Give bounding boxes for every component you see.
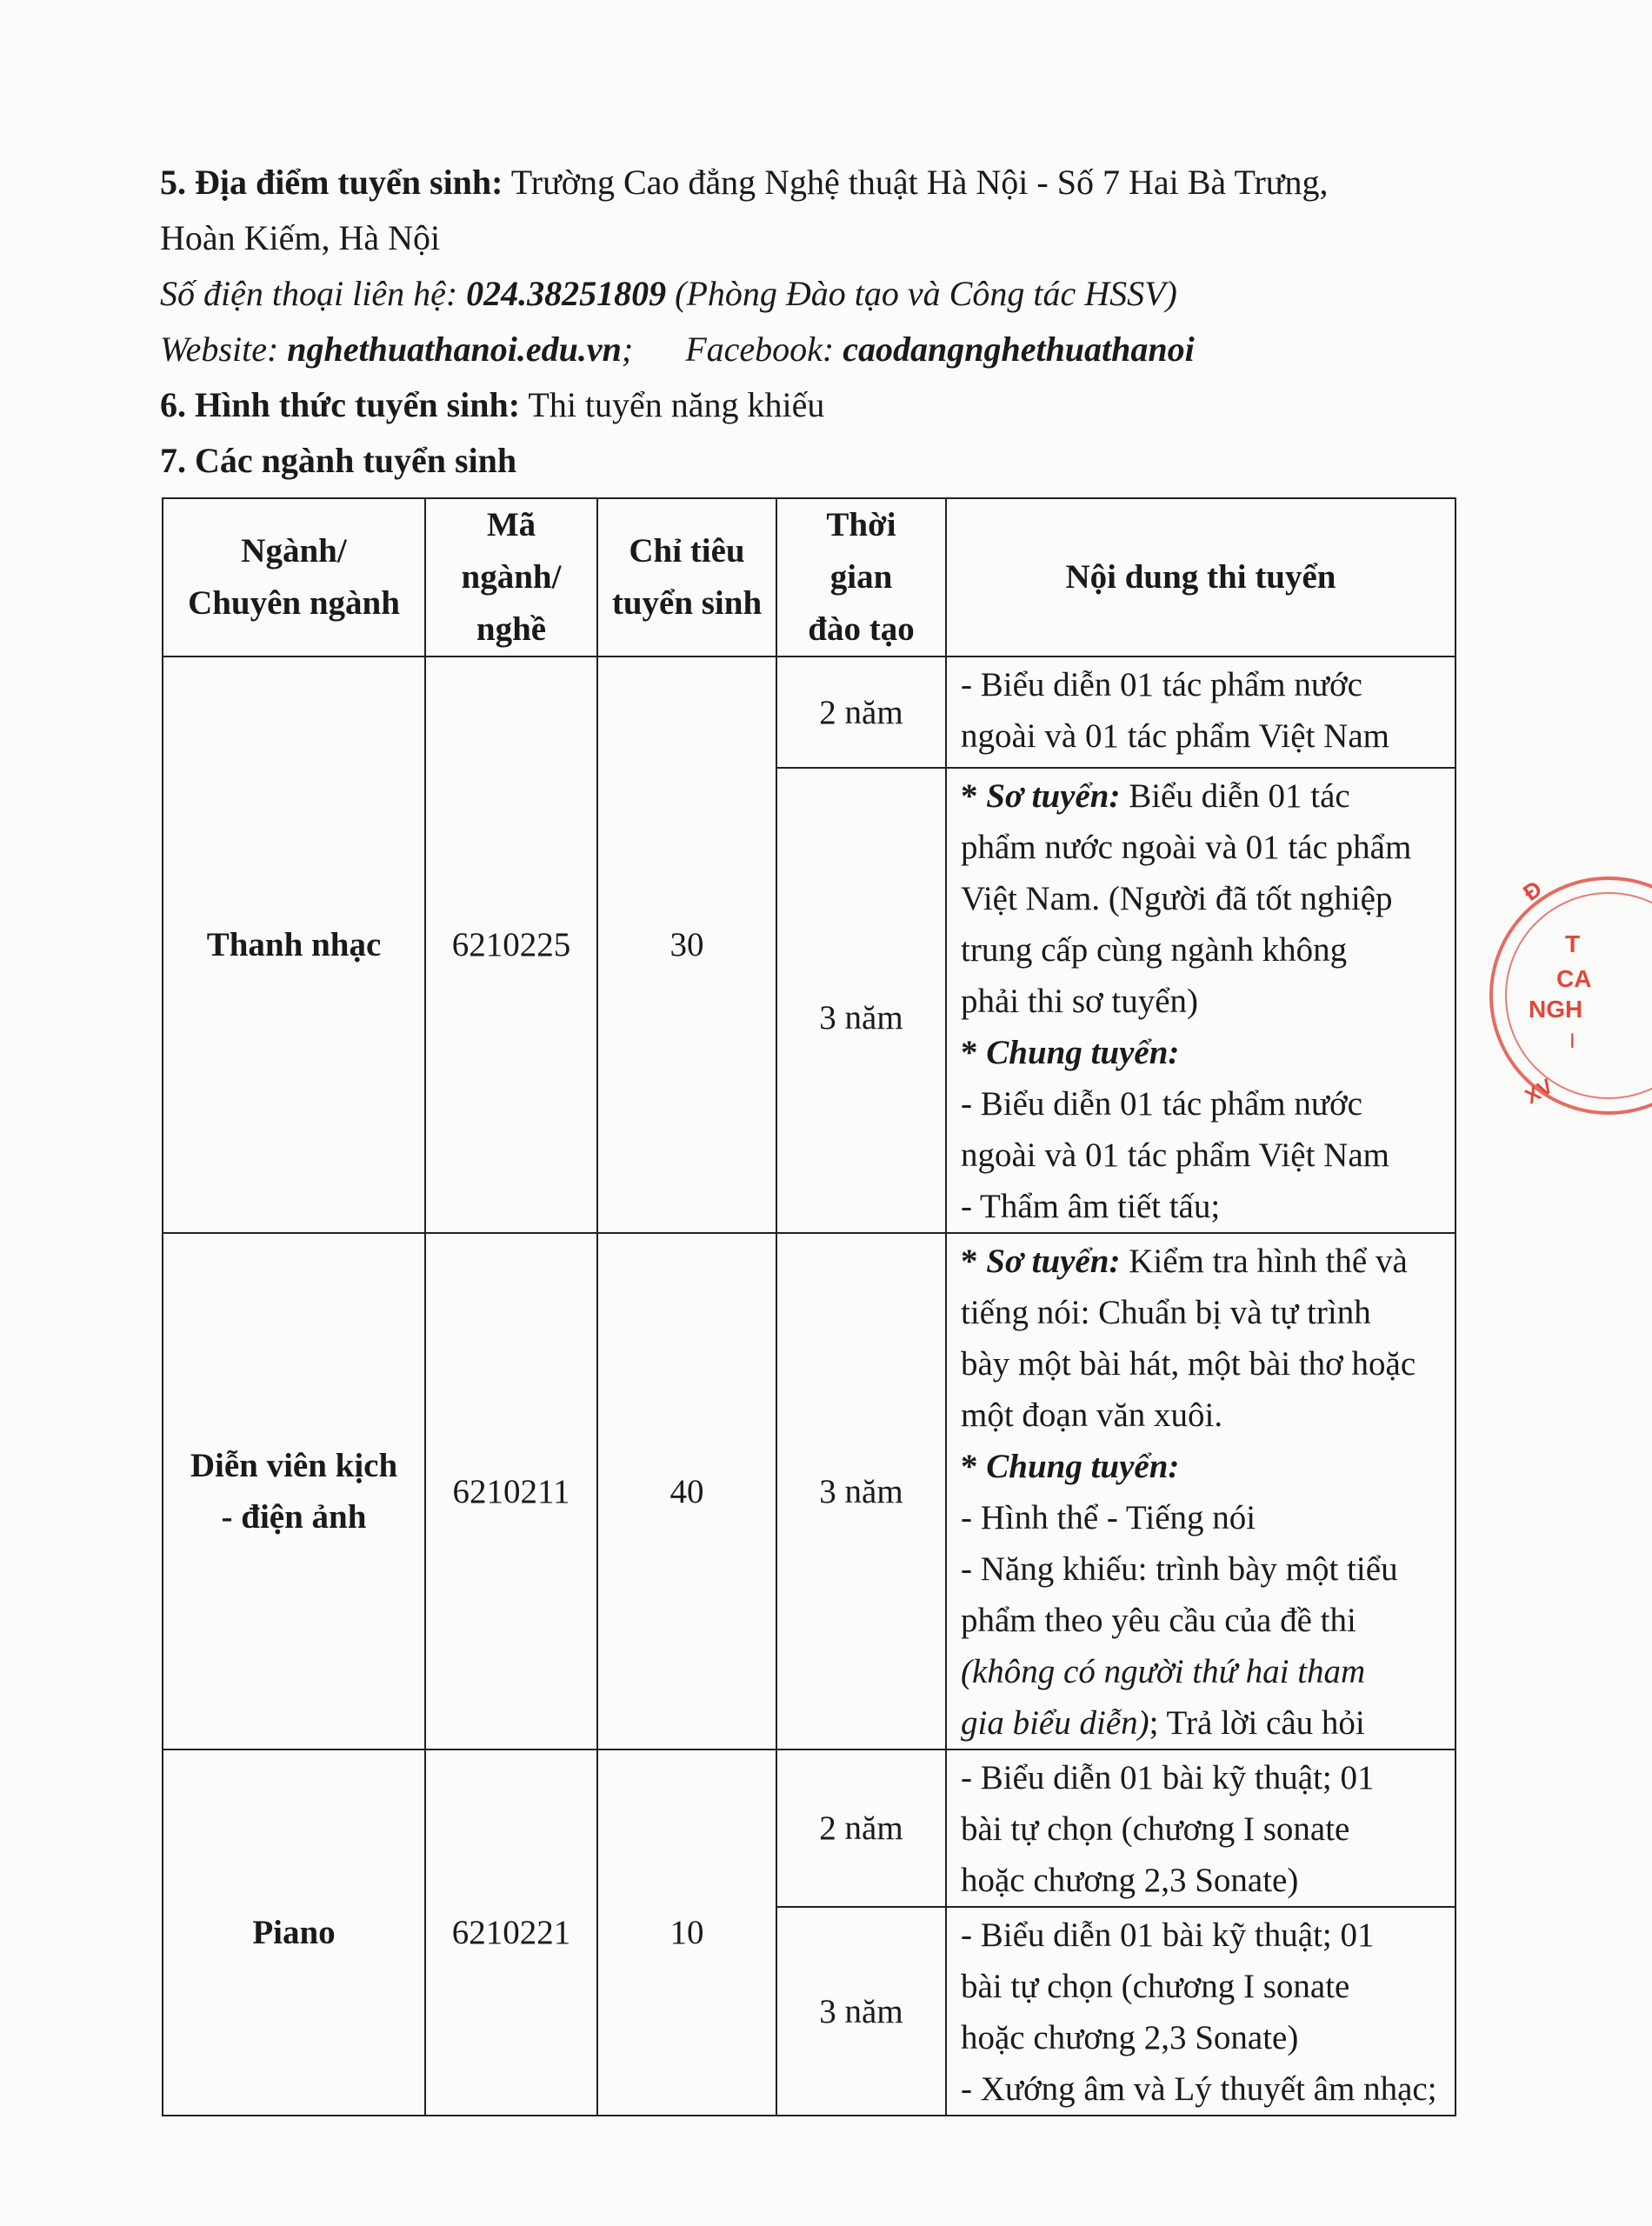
major-code: 6210225 (425, 656, 597, 1233)
facebook-handle: caodangnghethuathanoi (843, 330, 1195, 369)
table-header-row (163, 498, 1455, 656)
phone-label: Số điện thoại liên hệ: (160, 274, 467, 313)
exam-content: - Biểu diễn 01 bài kỹ thuật; 01 bài tự chọn (chương I sonate hoặc chương 2,3 Sonate) - Xướng âm và Lý thuyết âm nhạc; (946, 1907, 1455, 2116)
major-code: 6210221 (425, 1749, 597, 2116)
red-stamp-fragment (1478, 856, 1652, 1135)
major-quota: 10 (597, 1749, 776, 2116)
duration: 2 năm (776, 656, 946, 768)
major-name: Piano (163, 1749, 425, 2116)
header-code: Mã ngành/ nghề (425, 498, 597, 656)
section-7-line (160, 433, 1464, 489)
svg-text:I: I (1569, 1030, 1575, 1053)
facebook-label: Facebook: (685, 330, 843, 369)
exam-content: * Sơ tuyển: Kiểm tra hình thể và tiếng nói: Chuẩn bị và tự trình bày một bài hát, một bài thơ hoặc một đoạn văn xuôi. * Chung tuyển: - Hình thể - Tiếng nói - Năng khiếu: trình bày một tiểu phẩm theo yêu cầu của đề thi (không có người thứ hai tham gia biểu diễn); Trả lời câu hỏi (946, 1233, 1455, 1749)
section-5-line-2 (160, 210, 1464, 266)
duration: 3 năm (776, 1907, 946, 2116)
svg-text:NGH: NGH (1529, 996, 1583, 1023)
website-url: nghethuathanoi.edu.vn (287, 330, 622, 369)
header-major: Ngành/ Chuyên ngành (163, 498, 425, 656)
website-sep: ; (621, 330, 634, 369)
phone-note: (Phòng Đào tạo và Công tác HSSV) (666, 274, 1177, 313)
duration: 3 năm (776, 768, 946, 1233)
header-duration: Thời gian đào tạo (776, 498, 946, 656)
website-label: Website: (160, 330, 288, 369)
exam-content: * Sơ tuyển: Biểu diễn 01 tác phẩm nước ngoài và 01 tác phẩm Việt Nam. (Người đã tốt nghiệp trung cấp cùng ngành không phải thi sơ tuyển) * Chung tuyển: - Biểu diễn 01 tác phẩm nước ngoài và 01 tác phẩm Việt Nam - Thẩm âm tiết tấu; (946, 768, 1455, 1233)
major-name: Thanh nhạc (163, 656, 425, 1233)
section-5 (160, 155, 1464, 489)
major-code: 6210211 (425, 1233, 597, 1749)
section-5-label: 5. Địa điểm tuyển sinh: (160, 163, 503, 202)
section-5-line-1 (160, 155, 1464, 210)
section-7-label: 7. Các ngành tuyển sinh (160, 441, 517, 480)
table-row (163, 656, 1455, 768)
major-quota: 40 (597, 1233, 776, 1749)
major-name: Diễn viên kịch - điện ảnh (163, 1233, 425, 1749)
contact-web-line (160, 322, 1464, 377)
svg-text:T: T (1565, 930, 1581, 957)
svg-text:Đ: Đ (1518, 875, 1547, 906)
svg-text:CA: CA (1556, 965, 1592, 992)
phone-number: 024.38251809 (466, 274, 667, 313)
major-quota: 30 (597, 656, 776, 1233)
section-5-address-cont: Hoàn Kiếm, Hà Nội (160, 218, 441, 257)
header-quota: Chỉ tiêu tuyển sinh (597, 498, 776, 656)
section-6-text: Thi tuyển năng khiếu (520, 385, 825, 424)
table-row (163, 1233, 1455, 1749)
majors-table (162, 497, 1456, 2116)
section-6-line (160, 377, 1464, 433)
exam-content: - Biểu diễn 01 bài kỹ thuật; 01 bài tự chọn (chương I sonate hoặc chương 2,3 Sonate) (946, 1749, 1455, 1907)
exam-content: - Biểu diễn 01 tác phẩm nước ngoài và 01 tác phẩm Việt Nam (946, 656, 1455, 768)
section-6-label: 6. Hình thức tuyển sinh: (160, 385, 521, 424)
svg-text:XV: XV (1521, 1074, 1557, 1110)
table-row (163, 1749, 1455, 1907)
header-content: Nội dung thi tuyển (946, 498, 1455, 656)
duration: 3 năm (776, 1233, 946, 1749)
section-5-address: Trường Cao đẳng Nghệ thuật Hà Nội - Số 7 Hai Bà Trưng, (503, 163, 1329, 202)
contact-phone-line (160, 266, 1464, 322)
duration: 2 năm (776, 1749, 946, 1907)
